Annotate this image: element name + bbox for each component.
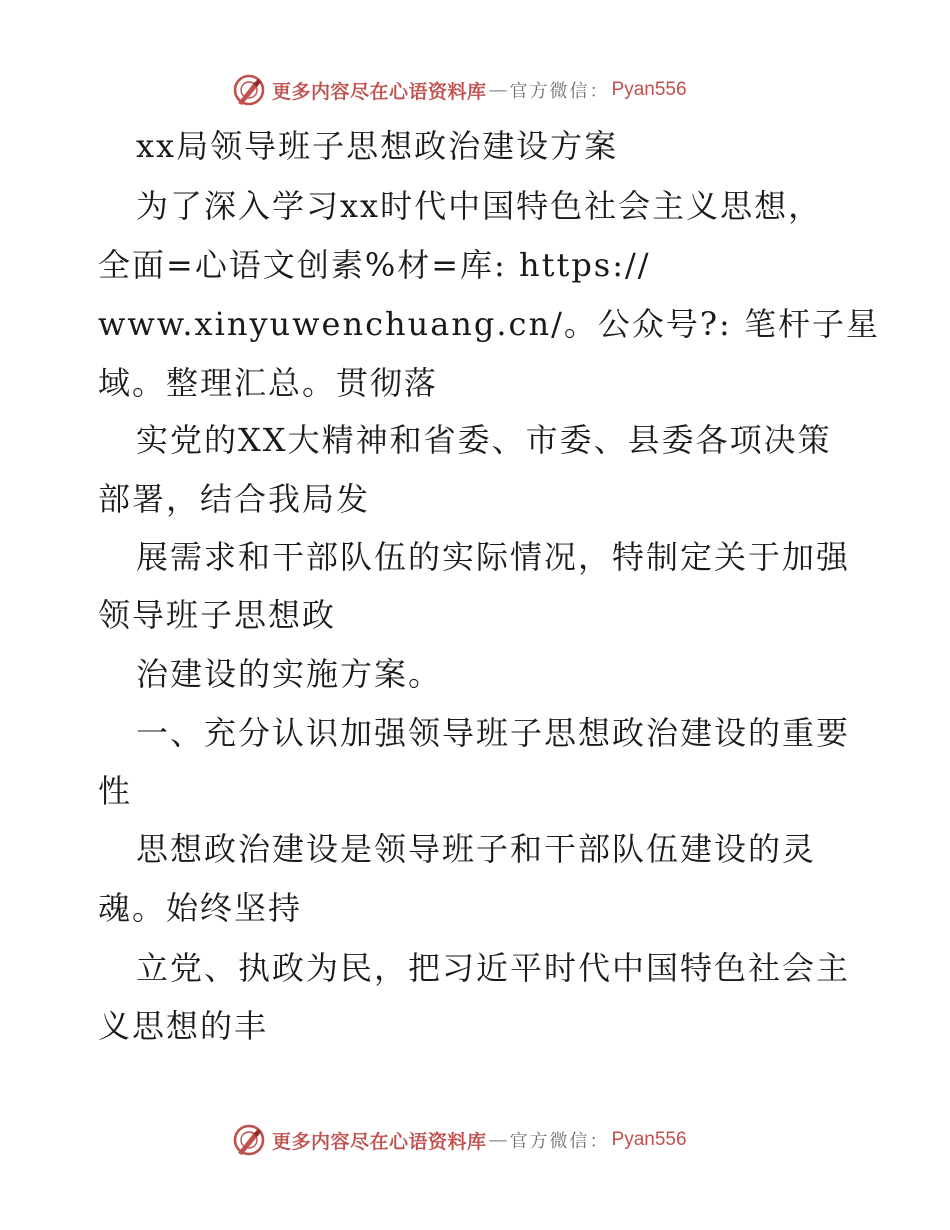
body-line: 部署，结合我局发	[98, 480, 371, 518]
body-line: 立党、执政为民，把习近平时代中国特色社会主	[136, 949, 851, 987]
body-line: 域。整理汇总。贯彻落	[98, 364, 439, 402]
body-line: www.xinyuwenchuang.cn/。公众号?: 笔杆子星	[98, 305, 880, 343]
banner-wechat-id: Pyan556	[611, 79, 687, 100]
body-line: 实党的XX大精神和省委、市委、县委各项决策	[136, 421, 832, 459]
banner-text: 更多内容尽在心语资料库	[272, 1130, 487, 1153]
body-line: 思想政治建设是领导班子和干部队伍建设的灵	[136, 830, 817, 868]
body-line: 治建设的实施方案。	[136, 655, 443, 693]
banner-separator: —	[488, 79, 508, 101]
pen-logo-icon	[232, 73, 266, 107]
body-line: 展需求和干部队伍的实际情况，特制定关于加强	[136, 538, 851, 576]
footer-banner	[232, 1120, 687, 1160]
banner-text: 更多内容尽在心语资料库	[272, 80, 487, 103]
header-banner	[232, 70, 687, 110]
body-line: 义思想的丰	[98, 1007, 269, 1045]
body-line: 魂。始终坚持	[98, 889, 303, 927]
banner-separator: —	[488, 1129, 508, 1151]
body-line: 全面=心语文创素%材=库: https://	[98, 246, 651, 284]
body-line: 为了深入学习xx时代中国特色社会主义思想，	[136, 187, 823, 225]
body-line: 领导班子思想政	[98, 596, 337, 634]
banner-wechat-label: 官方微信：	[509, 1131, 610, 1152]
document-title: xx局领导班子思想政治建设方案	[136, 127, 619, 165]
section-heading: 一、充分认识加强领导班子思想政治建设的重要	[136, 714, 851, 752]
section-heading: 性	[98, 772, 133, 810]
banner-wechat-label: 官方微信：	[509, 81, 610, 102]
pen-logo-icon	[232, 1123, 266, 1157]
banner-wechat-id: Pyan556	[611, 1129, 687, 1150]
